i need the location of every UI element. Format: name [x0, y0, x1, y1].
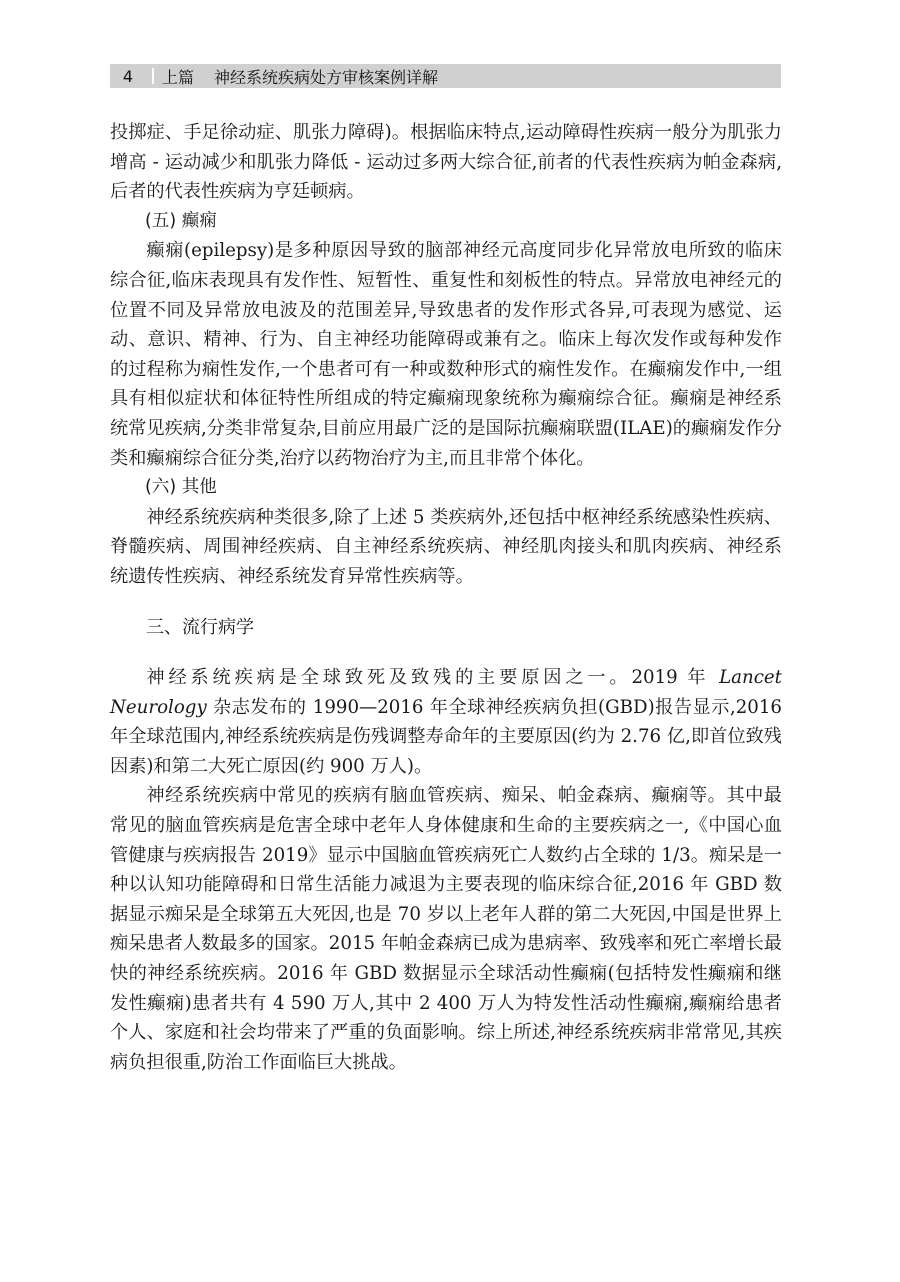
intro-paragraph: 投掷症、手足徐动症、肌张力障碍)。根据临床特点,运动障碍性疾病一般分为肌张力增高 - 运动减少和肌张力降低 - 运动过多两大综合征,前者的代表性疾病为帕金森病,后者的代表性疾病为亨廷顿病。	[110, 122, 782, 203]
journal-name: Lancet Neurology	[110, 667, 782, 718]
section-heading-other: (六) 其他	[145, 477, 217, 498]
header-divider	[152, 68, 154, 84]
section-heading-epidemiology: 三、流行病学	[146, 616, 254, 638]
book-title: 神经系统疾病处方审核案例详解	[214, 67, 439, 87]
section-heading-epilepsy: (五) 癫痫	[145, 210, 217, 231]
running-header	[110, 64, 781, 88]
page-body	[110, 118, 782, 1077]
part-label: 上篇	[162, 67, 195, 87]
epidemiology-paragraph-1	[110, 663, 782, 781]
epi-text-after-journal: 杂志发布的 1990—2016 年全球神经疾病负担(GBD)报告显示,2016 年全球范围内,神经系统疾病是伤残调整寿命年的主要原因(约为 2.76 亿,即首位致残因素)和第二大死亡原因(约 900 万人)。	[110, 696, 782, 777]
epilepsy-paragraph: 癫痫(epilepsy)是多种原因导致的脑部神经元高度同步化异常放电所致的临床综合征,临床表现具有发作性、短暂性、重复性和刻板性的特点。异常放电神经元的位置不同及异常放电波及的范围差异,导致患者的发作形式各异,可表现为感觉、运动、意识、精神、行为、自主神经功能障碍或兼有之。临床上每次发作或每种发作的过程称为痫性发作,一个患者可有一种或数种形式的痫性发作。在癫痫发作中,一组具有相似症状和体征特性所组成的特定癫痫现象统称为癫痫综合征。癫痫是神经系统常见疾病,分类非常复杂,目前应用最广泛的是国际抗癫痫联盟(ILAE)的癫痫发作分类和癫痫综合征分类,治疗以药物治疗为主,而且非常个体化。	[110, 240, 782, 469]
epi-text-before-journal: 神经系统疾病是全球致死及致残的主要原因之一。2019 年	[146, 667, 720, 689]
other-paragraph: 神经系统疾病种类很多,除了上述 5 类疾病外,还包括中枢神经系统感染性疾病、脊髓疾病、周围神经疾病、自主神经系统疾病、神经肌肉接头和肌肉疾病、神经系统遗传性疾病、神经系统发育异常性疾病等。	[110, 506, 782, 587]
epidemiology-paragraph-2: 神经系统疾病中常见的疾病有脑血管疾病、痴呆、帕金森病、癫痫等。其中最常见的脑血管疾病是危害全球中老年人身体健康和生命的主要疾病之一,《中国心血管健康与疾病报告 2019》显示中国脑血管疾病死亡人数约占全球的 1/3。痴呆是一种以认知功能障碍和日常生活能力减退为主要表现的临床综合征,2016 年 GBD 数据显示痴呆是全球第五大死因,也是 70 岁以上老年人群的第二大死因,中国是世界上痴呆患者人数最多的国家。2015 年帕金森病已成为患病率、致残率和死亡率增长最快的神经系统疾病。2016 年 GBD 数据显示全球活动性癫痫(包括特发性癫痫和继发性癫痫)患者共有 4 590 万人,其中 2 400 万人为特发性活动性癫痫,癫痫给患者个人、家庭和社会均带来了严重的负面影响。综上所述,神经系统疾病非常常见,其疾病负担很重,防治工作面临巨大挑战。	[110, 785, 782, 1073]
page-number: 4	[122, 66, 134, 86]
